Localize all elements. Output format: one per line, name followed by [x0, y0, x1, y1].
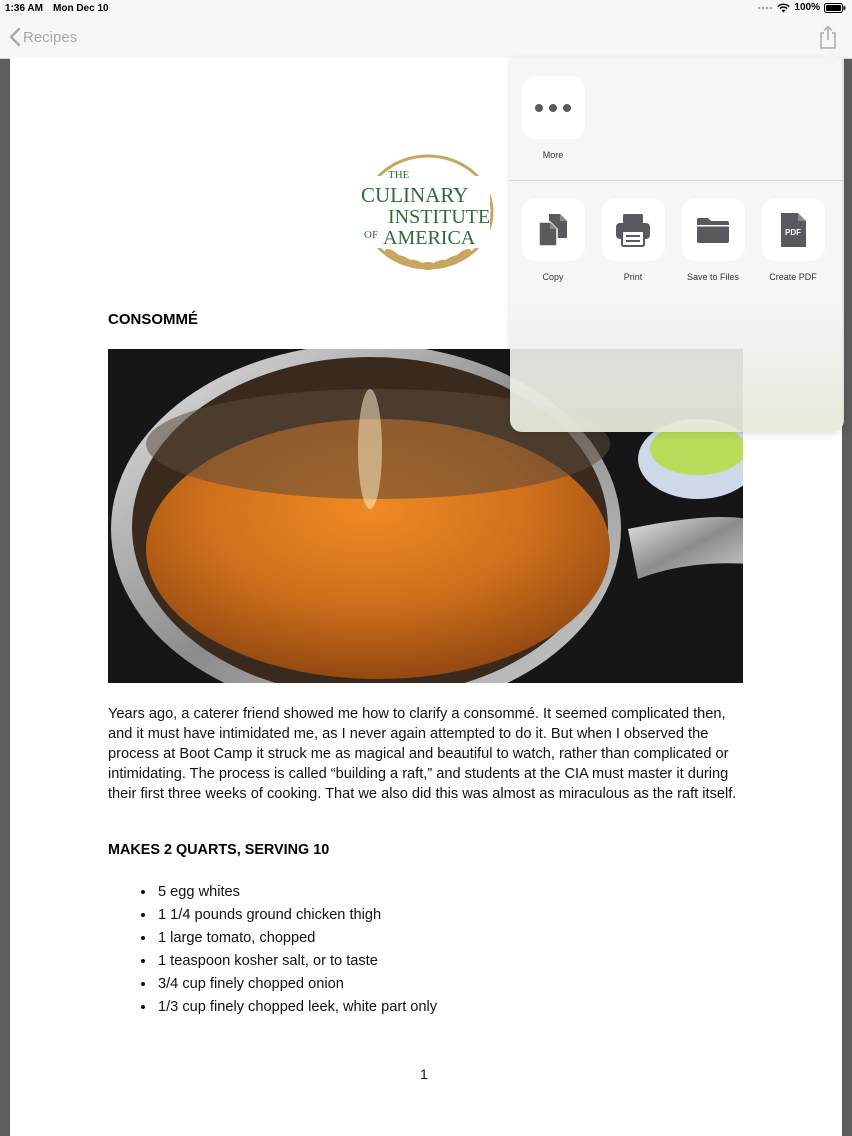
recipe-title: CONSOMMÉ — [108, 311, 198, 328]
ingredient-item: • 1 1/4 pounds ground chicken thigh — [156, 904, 437, 927]
page-number: 1 — [420, 1066, 428, 1082]
copy-icon — [537, 212, 569, 248]
status-bar — [0, 0, 852, 18]
ingredient-item: • 3/4 cup finely chopped onion — [156, 973, 437, 996]
recipe-yield: MAKES 2 QUARTS, SERVING 10 — [108, 842, 330, 858]
status-time: 1:36 AM — [5, 3, 43, 14]
logo-text-america: AMERICA — [383, 227, 476, 249]
share-divider — [510, 180, 844, 181]
battery-percent: 100% — [794, 2, 820, 13]
create-pdf-action[interactable] — [753, 198, 833, 282]
ingredient-item: • 1 large tomato, chopped — [156, 927, 437, 950]
logo-text-culinary: CULINARY — [361, 183, 469, 207]
sheet-blur-region — [510, 298, 844, 432]
ingredient-item: • 1 teaspoon kosher salt, or to taste — [156, 950, 437, 973]
back-label: Recipes — [23, 28, 78, 46]
status-date: Mon Dec 10 — [53, 3, 109, 14]
print-icon — [615, 213, 651, 247]
recipe-intro: Years ago, a caterer friend showed me how to clarify a consommé. It seemed complicated then, and it must have intimidated me, as I never again attempted to do it. But when I observed the process at Boot Camp it struck me as magical and beautiful to watch, rather than complicated or intimidating. The process is called “building a raft,” and students at the CIA must master it during their first three weeks of cooking. That we also did this was almost as miraculous as the raft itself. — [108, 706, 737, 802]
ingredient-list — [134, 881, 437, 1019]
logo-text-the: THE — [388, 169, 410, 181]
copy-tile — [522, 198, 585, 261]
print-label: Print — [623, 272, 643, 282]
folder-icon — [696, 216, 730, 244]
wifi-icon — [777, 3, 790, 13]
nav-bar — [0, 18, 852, 59]
save-to-files-label: Save to Files — [686, 272, 740, 282]
save-to-files-action[interactable] — [673, 198, 753, 282]
share-icon — [818, 25, 838, 50]
print-tile — [602, 198, 665, 261]
ingredient-item: • 1/3 cup finely chopped leek, white part only — [156, 996, 437, 1019]
culinary-institute-logo — [358, 154, 496, 276]
copy-action[interactable] — [513, 198, 593, 282]
logo-text-institute: INSTITUTE — [388, 206, 491, 228]
more-action[interactable] — [513, 76, 593, 160]
chevron-left-icon — [9, 27, 21, 47]
more-tile — [522, 76, 585, 139]
more-icon — [534, 103, 572, 113]
battery-icon — [824, 3, 846, 13]
logo-text-of: OF — [364, 229, 379, 241]
ingredient-item: • 5 egg whites — [156, 881, 437, 904]
status-indicators — [757, 2, 846, 13]
signal-dots-icon — [757, 5, 773, 11]
copy-label: Copy — [542, 272, 564, 282]
save-to-files-tile — [682, 198, 745, 261]
pdf-icon — [779, 212, 807, 248]
create-pdf-tile — [762, 198, 825, 261]
share-sheet — [510, 58, 844, 432]
print-action[interactable] — [593, 198, 673, 282]
create-pdf-label: Create PDF — [769, 272, 817, 282]
more-label: More — [542, 150, 564, 160]
pdf-badge-text: PDF — [785, 227, 801, 237]
back-button[interactable] — [9, 27, 77, 47]
